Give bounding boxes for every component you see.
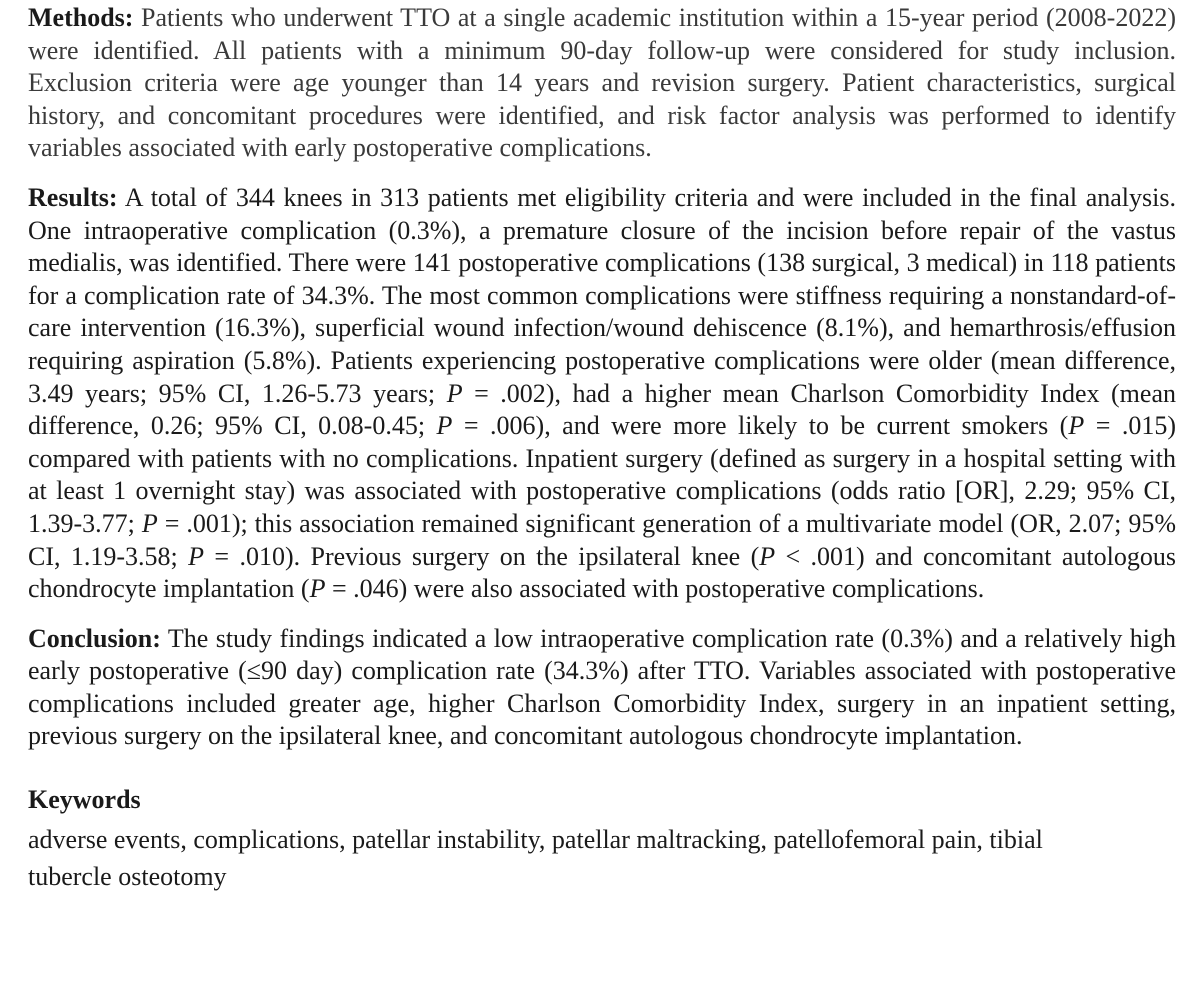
conclusion-text: The study findings indicated a low intraoperative complication rate (0.3%) and a relatively high early postoperative (≤90 day) complication rate (34.3%) after TTO. Variables associated with postoperative complications included greater age, higher Charlson Comorbidity Index, surgery in an inpatient setting, previous surgery on the ipsilateral knee, and concomitant autologous chondrocyte implantation.	[28, 623, 1177, 751]
results-text: A total of 344 knees in 313 patients met eligibility criteria and were included in the final analysis. One intraoperative complication (0.3%), a premature closure of the incision before repair of the vastus medialis, was identified. There were 141 postoperative complications (138 surgical, 3 medical) in 118 patients for a complication rate of 34.3%. The most common complications were stiffness requiring a nonstandard-of-care intervention (16.3%), superficial wound infection/wound dehiscence (8.1%), and hemarthrosis/effusion requiring aspiration (5.8%). Patients experiencing postoperative complications were older (mean difference, 3.49 years; 95% CI, 1.26-5.73 years;	[28, 182, 1176, 408]
results-label: Results:	[28, 182, 118, 212]
p-value-symbol: P	[309, 574, 326, 604]
methods-label: Methods:	[28, 3, 134, 32]
p-value-symbol: P	[759, 541, 776, 571]
results-text: = .015) compared with patients with no complications. Inpatient surgery (defined as surgery in a hospital setting with at least 1 overnight stay) was associated with postoperative complications (odds ratio [OR], 2.29; 95% CI, 1.39-3.77;	[28, 411, 1177, 538]
p-value-symbol: P	[436, 411, 453, 441]
methods-text: Patients who underwent TTO at a single academic institution within a 15-year period (2008-2022) were identified. All patients with a minimum 90-day follow-up were considered for study inclusion. Exclusion criteria were age younger than 14 years and revision surgery. Patient characteristics, surgical history, and concomitant procedures were identified, and risk factor analysis was performed to identify variables associated with early postoperative complications.	[28, 3, 1176, 163]
results-text: = .002), had a higher mean Charlson Comorbidity Index (mean difference, 0.26; 95% CI, 0.08-0.45;	[28, 378, 1176, 441]
abstract-page	[0, 2, 1200, 991]
results-text: = .046) were also associated with postoperative complications.	[325, 574, 985, 604]
conclusion-paragraph	[28, 623, 1176, 753]
results-text: = .010). Previous surgery on the ipsilateral knee (	[204, 541, 760, 571]
p-value-symbol: P	[1068, 411, 1085, 441]
methods-paragraph	[28, 2, 1176, 165]
results-text: = .001); this association remained significant generation of a multivariate model (OR, 2.07; 95% CI, 1.19-3.58;	[28, 508, 1176, 571]
p-value-symbol: P	[141, 508, 158, 538]
p-value-symbol: P	[446, 378, 463, 408]
keywords-heading: Keywords	[28, 785, 141, 815]
keywords-list: adverse events, complications, patellar instability, patellar maltracking, patellofemoral pain, tibial tubercle osteotomy	[28, 825, 1043, 892]
p-value-symbol: P	[188, 541, 205, 571]
keywords-section	[28, 783, 1176, 895]
results-paragraph	[28, 182, 1176, 606]
results-text: = .006), and were more likely to be current smokers (	[452, 411, 1069, 441]
results-text: < .001) and concomitant autologous chondrocyte implantation (	[28, 541, 1176, 604]
conclusion-label: Conclusion:	[28, 623, 161, 653]
